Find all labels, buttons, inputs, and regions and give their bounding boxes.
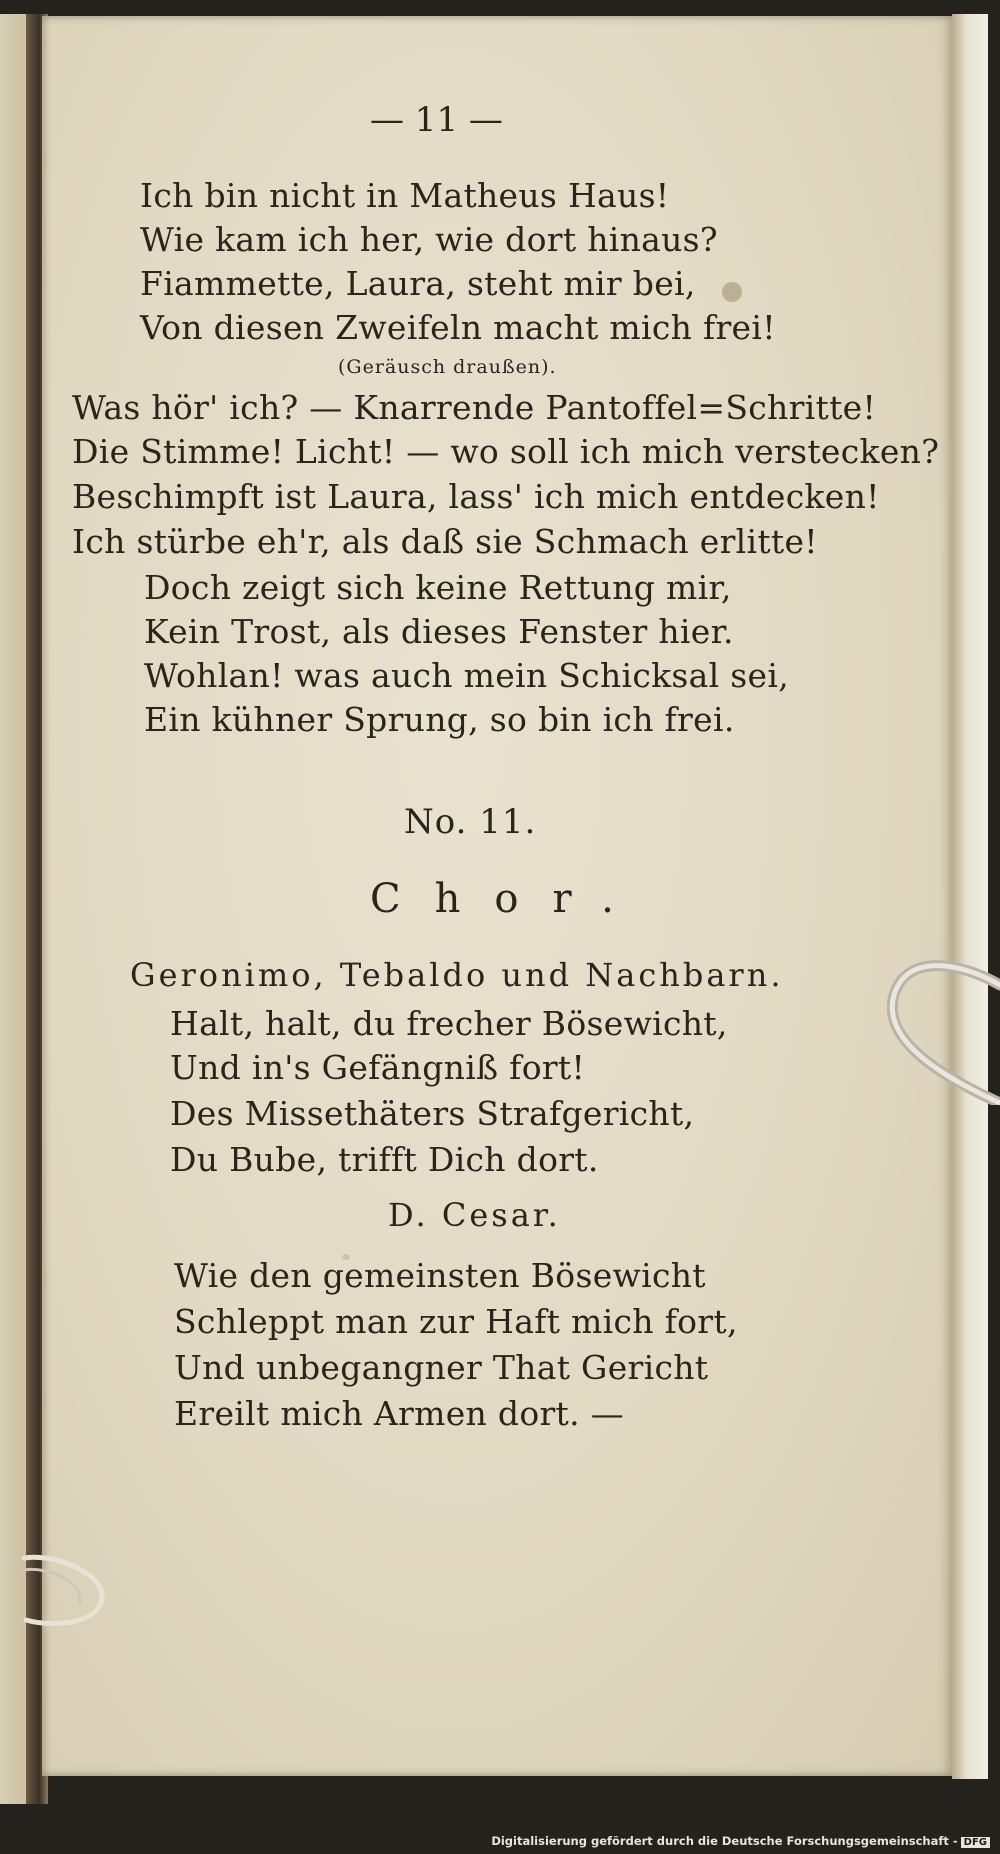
verse-line: Von diesen Zweifeln macht mich frei!: [140, 308, 776, 347]
dfg-logo: DFG: [961, 1837, 990, 1848]
verse-line: Kein Trost, als dieses Fenster hier.: [144, 612, 734, 651]
thread-icon: [14, 1548, 114, 1638]
verse-line: Ich stürbe eh'r, als daß sie Schmach erlitte!: [72, 522, 818, 561]
verse-line: Ein kühner Sprung, so bin ich frei.: [144, 700, 735, 739]
speaker-name: D. Cesar.: [388, 1196, 561, 1234]
verse-line: Des Missethäters Strafgericht,: [170, 1094, 695, 1133]
stage-direction: (Geräusch draußen).: [338, 356, 557, 378]
verse-line: Was hör' ich? — Knarrende Pantoffel=Schritte!: [72, 388, 877, 427]
verse-line: Wie den gemeinsten Bösewicht: [174, 1256, 706, 1295]
credit-text: Digitalisierung gefördert durch die Deutsche Forschungsgemeinschaft -: [491, 1834, 958, 1848]
digitization-credit: [491, 1834, 990, 1848]
section-heading: Chor.: [370, 876, 648, 922]
verse-line: Die Stimme! Licht! — wo soll ich mich verstecken?: [72, 432, 940, 471]
page-edge: [952, 14, 988, 1779]
page-number: — 11 —: [370, 100, 503, 140]
verse-line: Schleppt man zur Haft mich fort,: [174, 1302, 738, 1341]
paper-clip-icon: [876, 955, 1000, 1105]
verse-line: Und unbegangner That Gericht: [174, 1348, 709, 1387]
verse-line: Fiammette, Laura, steht mir bei,: [140, 264, 696, 303]
verse-line: Beschimpft ist Laura, lass' ich mich entdecken!: [72, 477, 880, 516]
stain-mark: [722, 282, 742, 302]
verse-line: Wie kam ich her, wie dort hinaus?: [140, 220, 718, 259]
verse-line: Ereilt mich Armen dort. —: [174, 1394, 625, 1433]
verse-line: Und in's Gefängniß fort!: [170, 1048, 586, 1087]
verse-line: Wohlan! was auch mein Schicksal sei,: [144, 656, 789, 695]
verse-line: Du Bube, trifft Dich dort.: [170, 1140, 599, 1179]
verse-line: Ich bin nicht in Matheus Haus!: [140, 176, 670, 215]
number-label: No. 11.: [404, 802, 537, 842]
speakers-heading: Geronimo, Tebaldo und Nachbarn.: [130, 956, 784, 994]
verse-line: Halt, halt, du frecher Bösewicht,: [170, 1004, 728, 1043]
verse-line: Doch zeigt sich keine Rettung mir,: [144, 568, 732, 607]
